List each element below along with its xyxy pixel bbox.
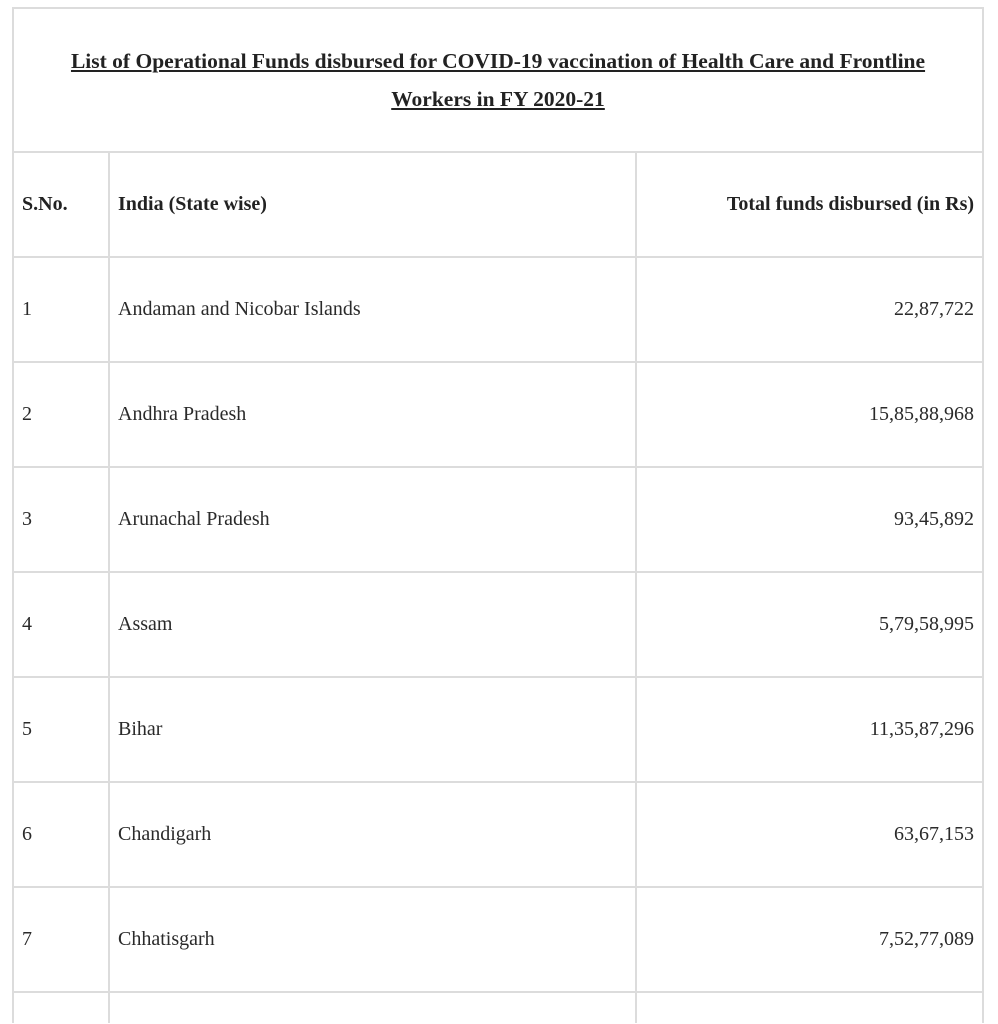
cell-state: Andhra Pradesh <box>109 362 636 467</box>
header-state: India (State wise) <box>109 152 636 257</box>
title-row <box>13 8 983 152</box>
table-row <box>13 887 983 992</box>
document-title <box>71 42 925 118</box>
cell-state: Assam <box>109 572 636 677</box>
title-line-2: Workers in FY 2020-21 <box>391 87 605 111</box>
cell-sno: 5 <box>13 677 109 782</box>
cell-amount: 7,52,77,089 <box>636 887 983 992</box>
cell-amount: 63,67,153 <box>636 782 983 887</box>
cell-state: Chhatisgarh <box>109 887 636 992</box>
cell-amount: 5,79,58,995 <box>636 572 983 677</box>
header-sno: S.No. <box>13 152 109 257</box>
table-row-partial <box>13 992 983 1023</box>
cell-state: Chandigarh <box>109 782 636 887</box>
cell-state-empty <box>109 992 636 1023</box>
title-line-1: List of Operational Funds disbursed for COVID-19 vaccination of Health Care and Frontline <box>70 49 926 73</box>
cell-sno: 3 <box>13 467 109 572</box>
cell-state: Arunachal Pradesh <box>109 467 636 572</box>
table-row <box>13 572 983 677</box>
table-row <box>13 467 983 572</box>
cell-sno: 7 <box>13 887 109 992</box>
header-amount: Total funds disbursed (in Rs) <box>636 152 983 257</box>
cell-sno-empty <box>13 992 109 1023</box>
cell-amount: 11,35,87,296 <box>636 677 983 782</box>
header-row <box>13 152 983 257</box>
cell-sno: 1 <box>13 257 109 362</box>
cell-state: Andaman and Nicobar Islands <box>109 257 636 362</box>
cell-state: Bihar <box>109 677 636 782</box>
cell-sno: 6 <box>13 782 109 887</box>
funds-table <box>12 7 984 1023</box>
table-row <box>13 782 983 887</box>
table-row <box>13 677 983 782</box>
cell-amount: 15,85,88,968 <box>636 362 983 467</box>
cell-amount: 93,45,892 <box>636 467 983 572</box>
funds-document <box>12 7 982 1023</box>
cell-sno: 4 <box>13 572 109 677</box>
title-cell <box>13 8 983 152</box>
cell-sno: 2 <box>13 362 109 467</box>
table-row <box>13 257 983 362</box>
table-row <box>13 362 983 467</box>
cell-amount: 22,87,722 <box>636 257 983 362</box>
cell-amount-empty <box>636 992 983 1023</box>
